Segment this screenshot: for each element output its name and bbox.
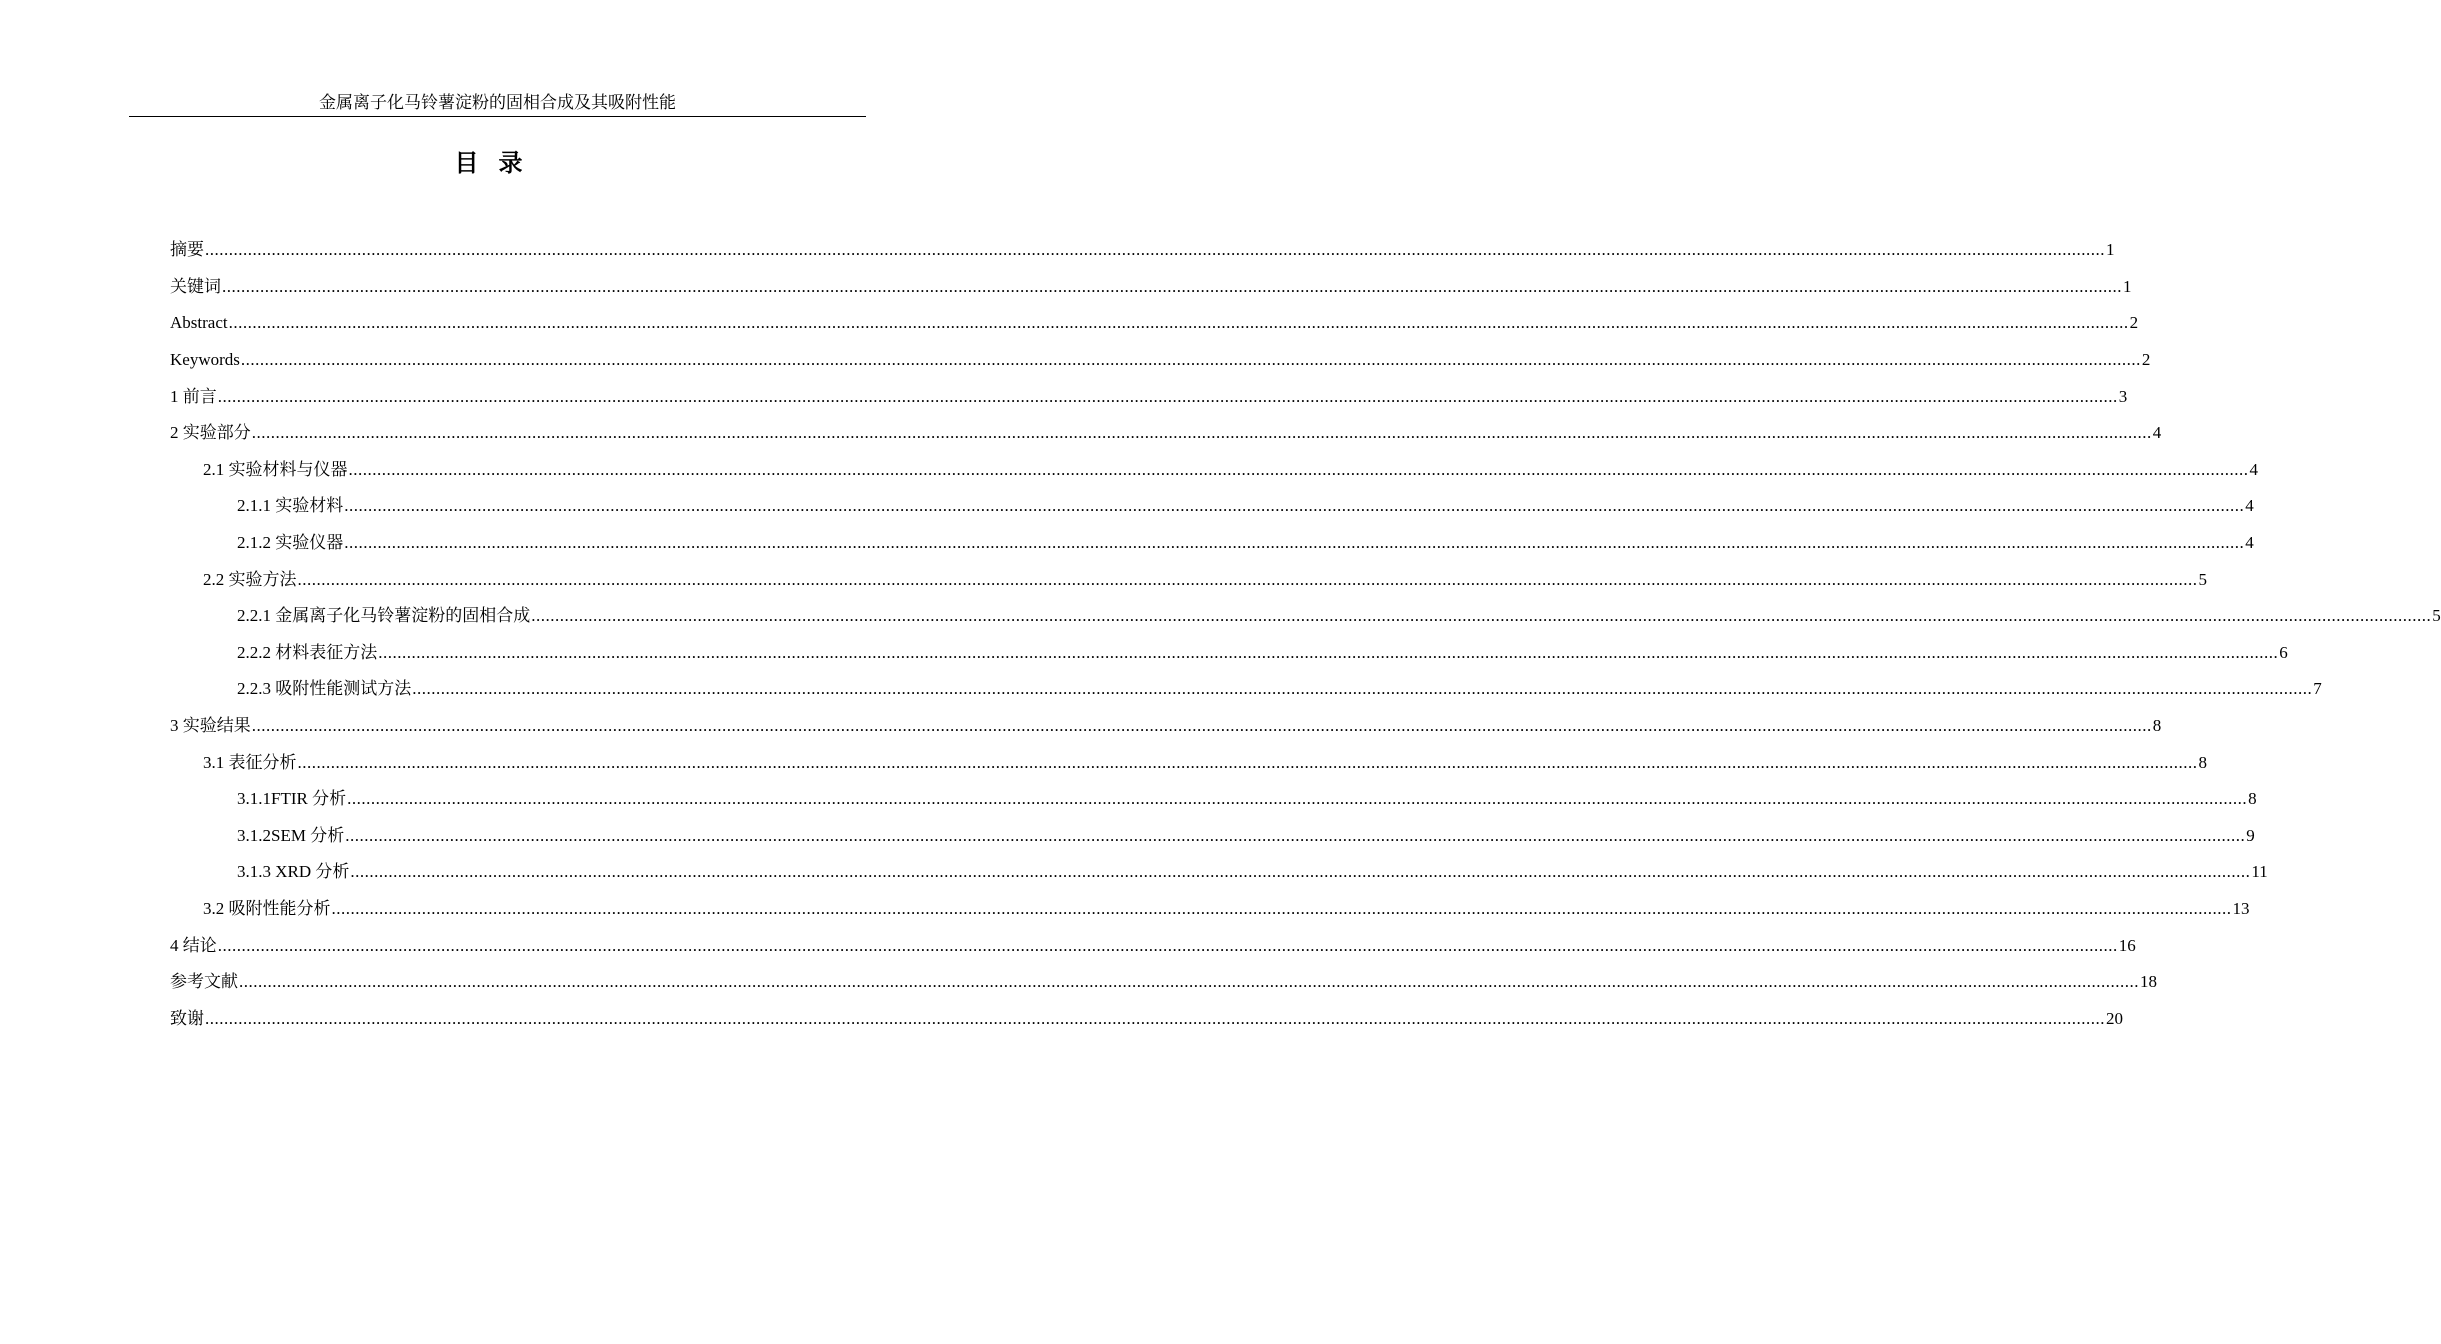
toc-entry-label: 3.1.2SEM 分析 <box>237 825 345 845</box>
toc-entry-page-number: 11 <box>2251 862 2268 882</box>
toc-entry[interactable] <box>170 598 2441 635</box>
toc-entry-page-number: 5 <box>2432 606 2441 626</box>
toc-entry[interactable] <box>170 744 2207 781</box>
toc-leader-dots: ................................................................................................................................................................................................................................................................................................................................................................................................................ <box>251 423 2152 443</box>
toc-leader-dots: ................................................................................................................................................................................................................................................................................................................................................................................................................ <box>378 642 2279 662</box>
toc-leader-dots: ................................................................................................................................................................................................................................................................................................................................................................................................................ <box>228 313 2129 333</box>
toc-entry-page-number: 4 <box>2152 423 2162 443</box>
toc-entry-label: 2.1 实验材料与仪器 <box>203 459 348 479</box>
toc-leader-dots: ................................................................................................................................................................................................................................................................................................................................................................................................................ <box>345 825 2246 845</box>
toc-entry[interactable] <box>170 488 2254 525</box>
toc-entry[interactable] <box>170 854 2268 891</box>
toc-entry-page-number: 3 <box>2118 386 2128 406</box>
toc-entry[interactable] <box>170 561 2207 598</box>
toc-entry[interactable] <box>170 891 2250 928</box>
toc-entry-label: 致谢 <box>170 1008 204 1028</box>
toc-entry-page-number: 9 <box>2246 825 2255 845</box>
toc-leader-dots: ................................................................................................................................................................................................................................................................................................................................................................................................................ <box>222 276 2122 296</box>
toc-entry-label: 关键词 <box>170 276 221 296</box>
toc-entry-page-number: 13 <box>2232 898 2250 918</box>
toc-entry-page-number: 7 <box>2313 679 2322 699</box>
toc-entry-page-number: 18 <box>2140 972 2157 992</box>
toc-entry-label: 3.1 表征分析 <box>203 752 297 772</box>
toc-entry[interactable] <box>170 525 2254 562</box>
toc-entry-page-number: 1 <box>2106 240 2115 260</box>
toc-entry[interactable] <box>170 818 2255 855</box>
toc-entry-label: 3.1.1FTIR 分析 <box>237 789 347 809</box>
toc-leader-dots: ................................................................................................................................................................................................................................................................................................................................................................................................................ <box>217 386 2118 406</box>
toc-entry-page-number: 4 <box>2249 459 2258 479</box>
toc-entry-page-number: 8 <box>2248 789 2257 809</box>
toc-entry-label: 2.2.3 吸附性能测试方法 <box>237 679 412 699</box>
toc-entry-page-number: 4 <box>2245 496 2254 516</box>
toc-entry-label: 参考文献 <box>170 972 238 992</box>
toc-entry[interactable] <box>170 305 2139 342</box>
toc-entry[interactable] <box>170 415 2162 452</box>
toc-leader-dots: ................................................................................................................................................................................................................................................................................................................................................................................................................ <box>331 898 2232 918</box>
toc-leader-dots: ................................................................................................................................................................................................................................................................................................................................................................................................................ <box>344 533 2245 553</box>
toc-leader-dots: ................................................................................................................................................................................................................................................................................................................................................................................................................ <box>531 606 2432 626</box>
toc-entry-page-number: 5 <box>2198 569 2207 589</box>
toc-leader-dots: ................................................................................................................................................................................................................................................................................................................................................................................................................ <box>217 935 2118 955</box>
toc-leader-dots: ................................................................................................................................................................................................................................................................................................................................................................................................................ <box>348 459 2249 479</box>
toc-entry[interactable] <box>170 378 2128 415</box>
toc-entry[interactable] <box>170 452 2258 489</box>
table-of-contents <box>170 232 2441 1037</box>
toc-entry-label: 2 实验部分 <box>170 423 251 443</box>
toc-entry[interactable] <box>170 671 2322 708</box>
toc-leader-dots: ................................................................................................................................................................................................................................................................................................................................................................................................................ <box>350 862 2251 882</box>
toc-leader-dots: ................................................................................................................................................................................................................................................................................................................................................................................................................ <box>239 972 2139 992</box>
running-header: 金属离子化马铃薯淀粉的固相合成及其吸附性能 <box>129 92 866 117</box>
toc-entry-label: 2.2.1 金属离子化马铃薯淀粉的固相合成 <box>237 606 531 626</box>
toc-entry-label: Abstract <box>170 313 228 333</box>
toc-entry[interactable] <box>170 927 2136 964</box>
toc-entry-label: 摘要 <box>170 240 204 260</box>
toc-leader-dots: ................................................................................................................................................................................................................................................................................................................................................................................................................ <box>347 789 2248 809</box>
toc-entry-label: 3.1.3 XRD 分析 <box>237 862 350 882</box>
toc-leader-dots: ................................................................................................................................................................................................................................................................................................................................................................................................................ <box>297 569 2198 589</box>
toc-entry-label: Keywords <box>170 350 240 370</box>
toc-leader-dots: ................................................................................................................................................................................................................................................................................................................................................................................................................ <box>412 679 2313 699</box>
toc-leader-dots: ................................................................................................................................................................................................................................................................................................................................................................................................................ <box>344 496 2245 516</box>
toc-title: 目录 <box>454 149 543 177</box>
toc-entry-page-number: 1 <box>2123 276 2132 296</box>
toc-leader-dots: ................................................................................................................................................................................................................................................................................................................................................................................................................ <box>251 716 2152 736</box>
toc-entry-page-number: 20 <box>2106 1008 2123 1028</box>
toc-entry-page-number: 16 <box>2118 935 2136 955</box>
toc-entry-label: 4 结论 <box>170 935 217 955</box>
toc-entry[interactable] <box>170 708 2162 745</box>
toc-entry-page-number: 8 <box>2152 716 2162 736</box>
toc-entry-label: 2.1.1 实验材料 <box>237 496 344 516</box>
toc-leader-dots: ................................................................................................................................................................................................................................................................................................................................................................................................................ <box>205 240 2105 260</box>
toc-entry-label: 3 实验结果 <box>170 716 251 736</box>
toc-entry[interactable] <box>170 269 2132 306</box>
toc-leader-dots: ................................................................................................................................................................................................................................................................................................................................................................................................................ <box>297 752 2198 772</box>
toc-entry[interactable] <box>170 342 2151 379</box>
toc-entry-page-number: 6 <box>2279 642 2288 662</box>
toc-entry[interactable] <box>170 232 2115 269</box>
toc-entry[interactable] <box>170 1000 2123 1037</box>
toc-entry-label: 2.2 实验方法 <box>203 569 297 589</box>
toc-leader-dots: ................................................................................................................................................................................................................................................................................................................................................................................................................ <box>240 350 2141 370</box>
toc-entry[interactable] <box>170 635 2288 672</box>
toc-entry-label: 1 前言 <box>170 386 217 406</box>
toc-entry[interactable] <box>170 781 2257 818</box>
toc-entry-page-number: 2 <box>2141 350 2151 370</box>
toc-leader-dots: ................................................................................................................................................................................................................................................................................................................................................................................................................ <box>205 1008 2105 1028</box>
toc-entry[interactable] <box>170 964 2157 1001</box>
toc-entry-page-number: 4 <box>2245 533 2254 553</box>
toc-entry-label: 2.2.2 材料表征方法 <box>237 642 378 662</box>
toc-entry-page-number: 2 <box>2129 313 2139 333</box>
toc-entry-page-number: 8 <box>2198 752 2207 772</box>
toc-entry-label: 3.2 吸附性能分析 <box>203 898 331 918</box>
toc-entry-label: 2.1.2 实验仪器 <box>237 533 344 553</box>
